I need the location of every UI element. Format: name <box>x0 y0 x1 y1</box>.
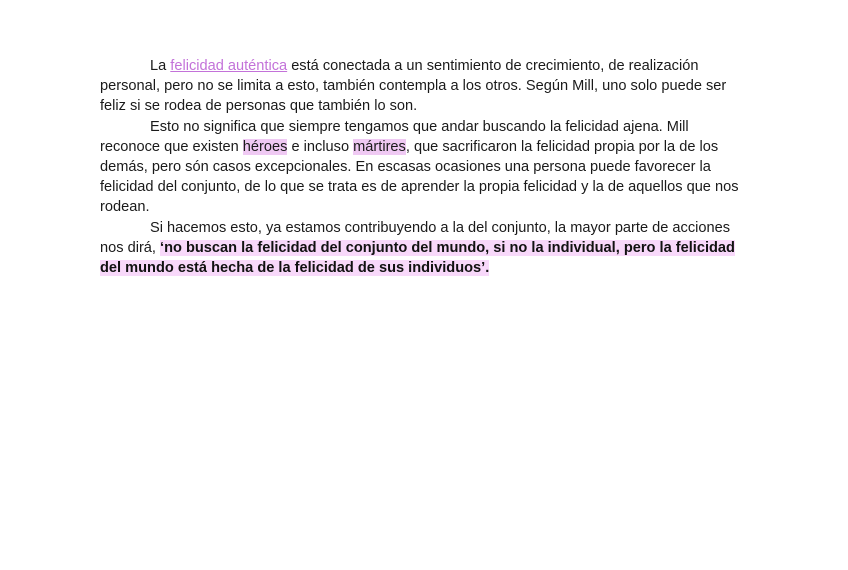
felicidad-autentica-link[interactable]: felicidad auténtica <box>170 58 288 74</box>
highlight-martires: mártires <box>353 138 406 155</box>
paragraph-1 <box>100 56 750 117</box>
paragraph-3-lead: Si hacemos esto, ya estamos contribuyendo a la del conjunto, la mayor parte de acciones nos dirá, <box>100 219 731 256</box>
paragraph-2 <box>100 117 750 218</box>
paragraph-2-part-2: e incluso <box>287 138 354 155</box>
bold-highlighted-quote: ‘no buscan la felicidad del conjunto del mundo, si no la individual, pero la felicidad del mundo está hecha de la felicidad de sus individuos’. <box>100 239 735 277</box>
paragraph-2-part-1: Esto no significa que siempre tengamos que andar buscando la felicidad ajena. Mill reconoce que existen <box>100 118 689 155</box>
document-body <box>100 56 750 278</box>
paragraph-3 <box>100 218 750 279</box>
paragraph-1-rest: está conectada a un sentimiento de crecimiento, de realización personal, pero no se limita a esto, también contempla a los otros. Según Mill, uno solo puede ser feliz si se rodea de personas que también lo son. <box>100 58 727 115</box>
paragraph-2-part-3: , que sacrificaron la felicidad propia por la de los demás, pero són casos excepcionales. En escasas ocasiones una persona puede favorecer la felicidad del conjunto, de lo que se trata es de aprender la propia felicidad y la de aquellos que nos rodean. <box>100 138 739 216</box>
paragraph-1-lead: La <box>150 58 171 74</box>
highlight-heroes: héroes <box>242 138 288 155</box>
